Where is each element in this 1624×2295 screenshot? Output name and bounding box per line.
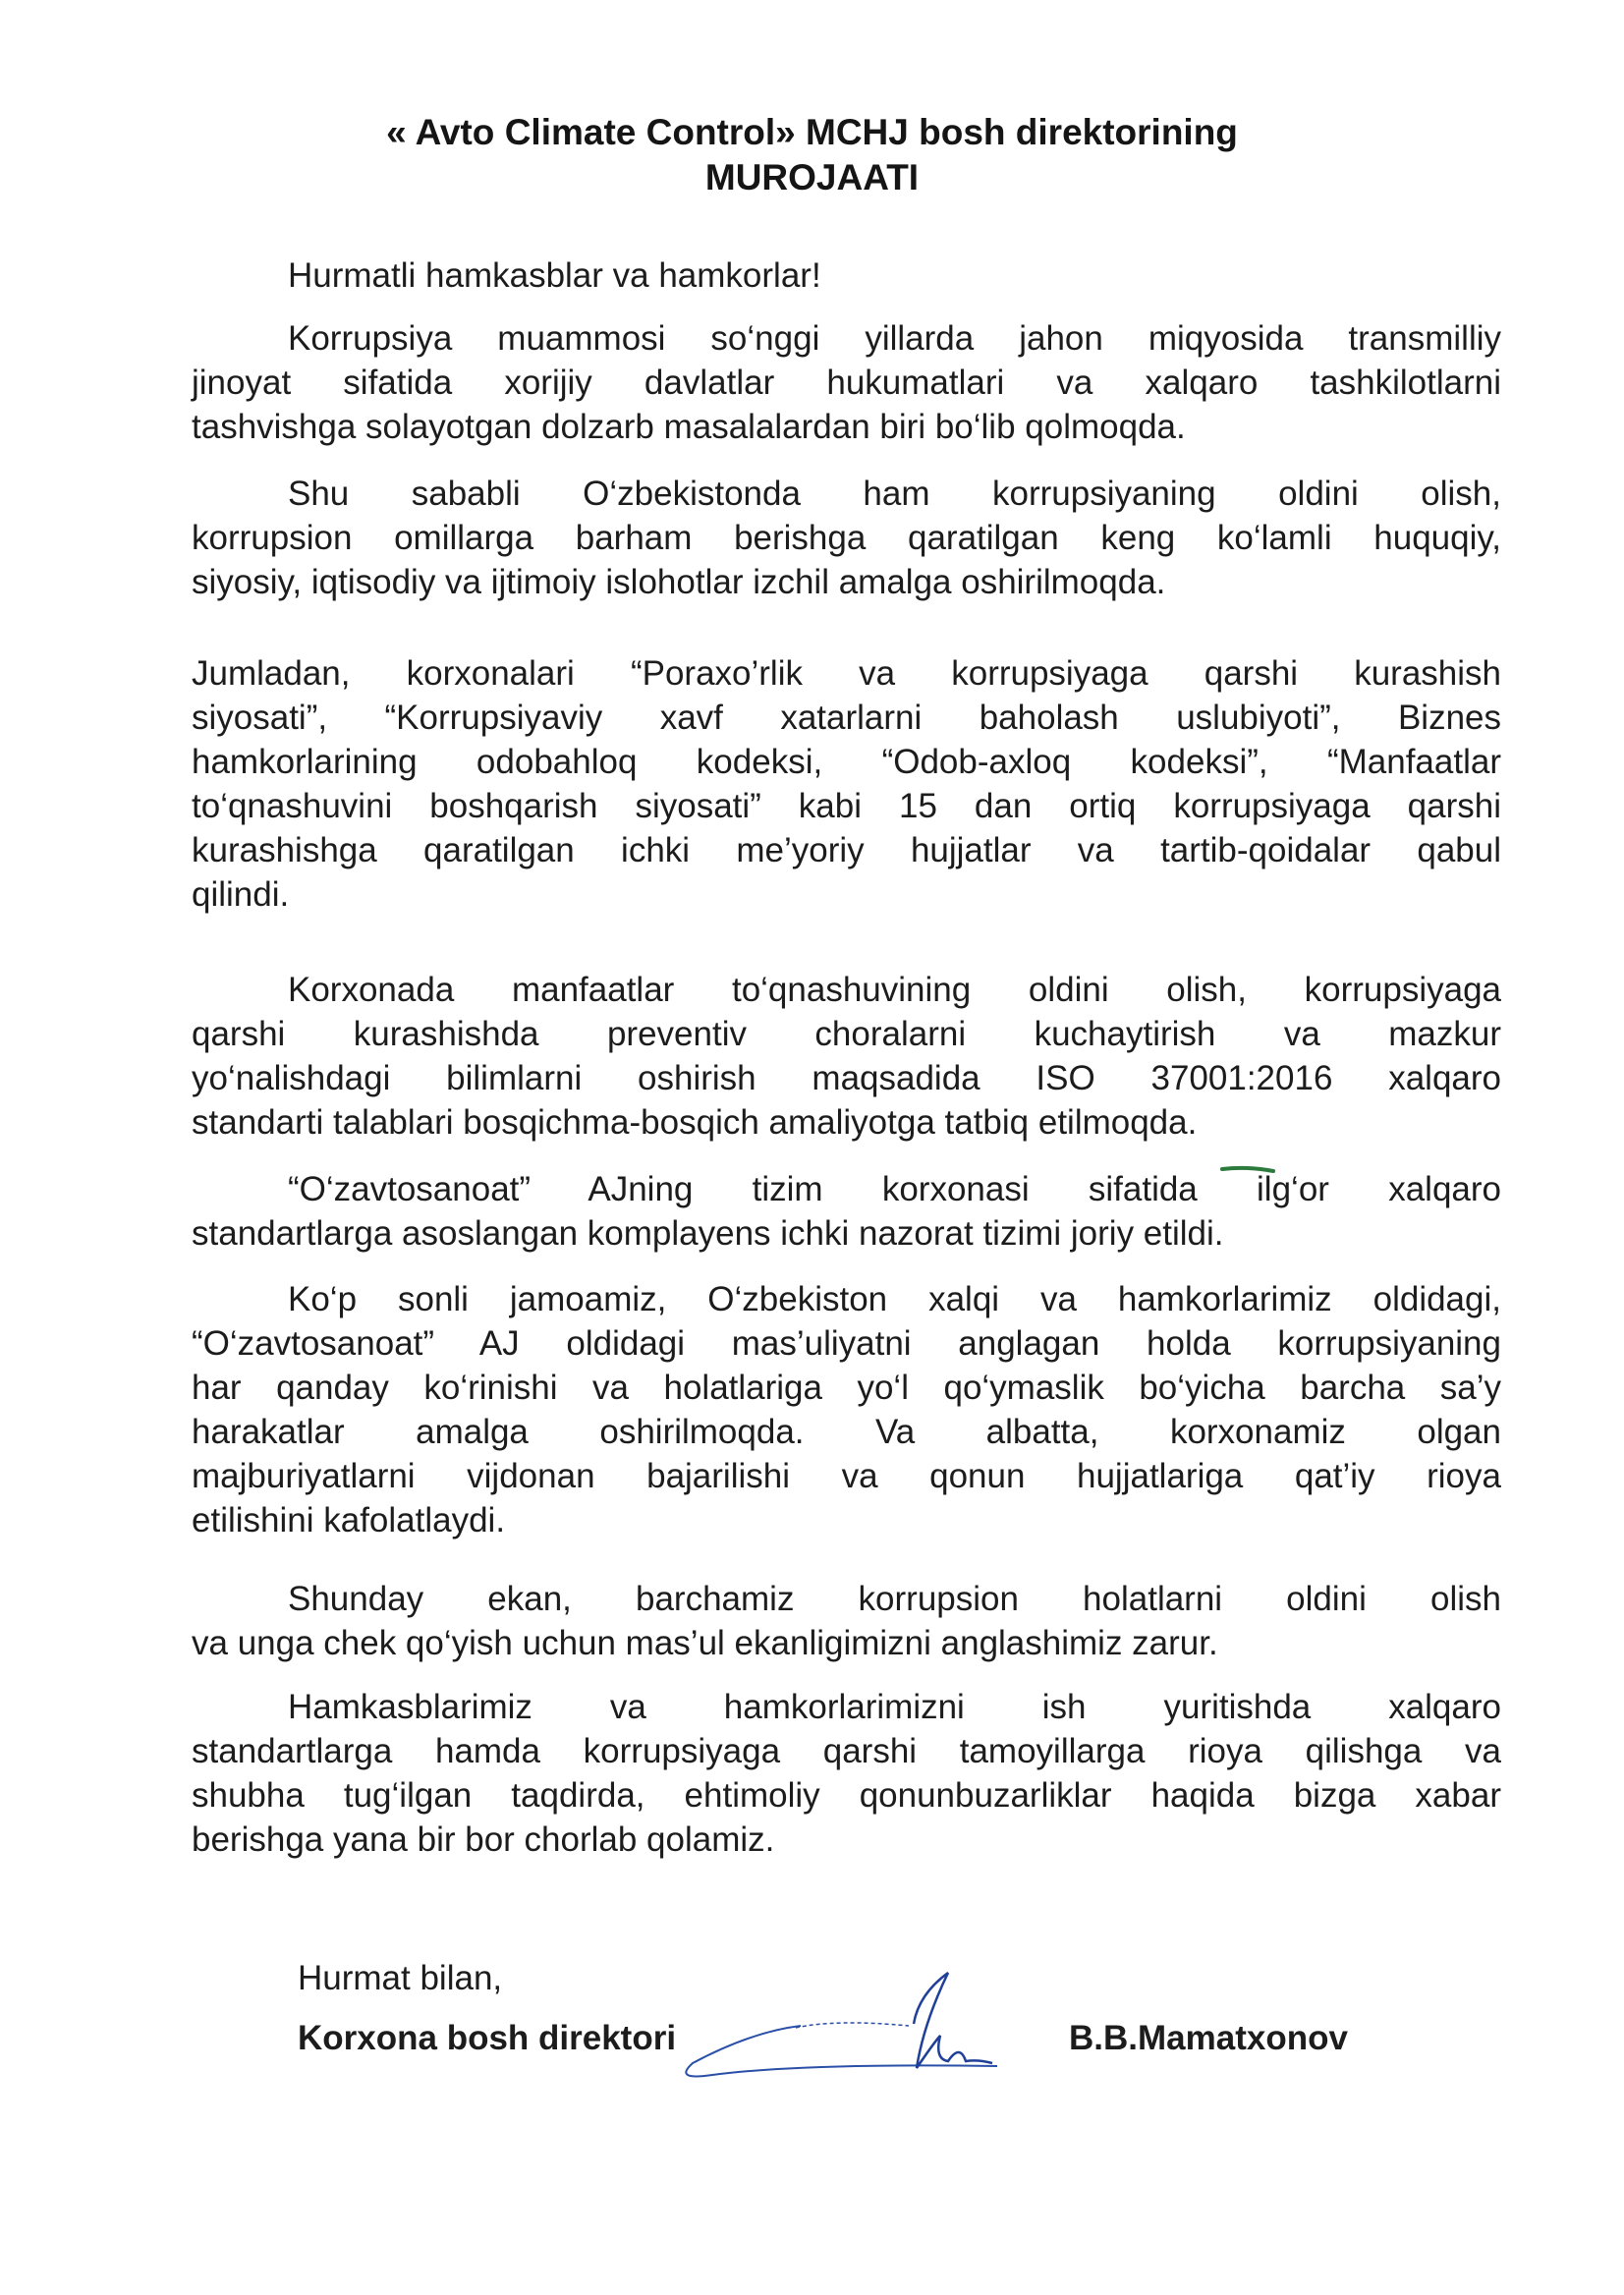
- letter-title: [0, 110, 1624, 200]
- closing-regards: Hurmat bilan,: [298, 1959, 503, 1997]
- paragraph-line: siyosati”, “Korrupsiyaviy xavf xatarlarni baholash uslubiyoti”, Biznes: [192, 699, 1501, 737]
- paragraph-line: Korxonada manfaatlar to‘qnashuvining oldini olish, korrupsiyaga: [288, 971, 1501, 1009]
- paragraph-line: Jumladan, korxonalari “Poraxo’rlik va korrupsiyaga qarshi kurashish: [192, 654, 1501, 693]
- paragraph-line: kurashishga qaratilgan ichki me’yoriy hujjatlar va tartib-qoidalar qabul: [192, 831, 1501, 869]
- title-line-2: MUROJAATI: [704, 157, 920, 197]
- paragraph-line: va unga chek qo‘yish uchun mas’ul ekanligimizni anglashimiz zarur.: [192, 1624, 1218, 1662]
- paragraph-line: Korrupsiya muammosi so‘nggi yillarda jahon miqyosida transmilliy: [288, 319, 1501, 358]
- paragraph-line: “O‘zavtosanoat” AJ oldidagi mas’uliyatni anglagan holda korrupsiyaning: [192, 1324, 1501, 1363]
- paragraph-6: [192, 1277, 1501, 1542]
- paragraph-line: standarti talablari bosqichma-bosqich amaliyotga tatbiq etilmoqda.: [192, 1103, 1198, 1142]
- paragraph-line: etilishini kafolatlaydi.: [192, 1501, 506, 1539]
- greeting-text: Hurmatli hamkasblar va hamkorlar!: [288, 256, 821, 295]
- greeting: [192, 253, 1501, 298]
- paragraph-5: [192, 1167, 1501, 1256]
- handwritten-signature: [653, 1965, 1027, 2093]
- paragraph-line: qarshi kurashishda preventiv choralarni kuchaytirish va mazkur: [192, 1015, 1501, 1053]
- paragraph-line: standartlarga hamda korrupsiyaga qarshi tamoyillarga rioya qilishga va: [192, 1732, 1501, 1770]
- paragraph-2: [192, 472, 1501, 604]
- paragraph-8: [192, 1685, 1501, 1862]
- paragraph-line: tashvishga solayotgan dolzarb masalalardan biri bo‘lib qolmoqda.: [192, 408, 1186, 446]
- title-line-1: « Avto Climate Control» MCHJ bosh direktorining: [386, 112, 1238, 152]
- paragraph-line: to‘qnashuvini boshqarish siyosati” kabi 15 dan ortiq korrupsiyaga qarshi: [192, 787, 1501, 825]
- paragraph-1: [192, 316, 1501, 449]
- signatory-name: B.B.Mamatxonov: [1069, 2019, 1348, 2057]
- paragraph-line: qilindi.: [192, 875, 290, 914]
- paragraph-line: hamkorlarining odobahloq kodeksi, “Odob-axloq kodeksi”, “Manfaatlar: [192, 743, 1501, 781]
- paragraph-line: berishga yana bir bor chorlab qolamiz.: [192, 1820, 775, 1859]
- paragraph-line: Hamkasblarimiz va hamkorlarimizni ish yuritishda xalqaro: [288, 1688, 1501, 1726]
- paragraph-4: [192, 968, 1501, 1145]
- signatory-position: Korxona bosh direktori: [298, 2019, 677, 2057]
- paragraph-line: “O‘zavtosanoat” AJning tizim korxonasi sifatida ilg‘or xalqaro: [288, 1170, 1501, 1208]
- paragraph-line: harakatlar amalga oshirilmoqda. Va albatta, korxonamiz olgan: [192, 1413, 1501, 1451]
- paragraph-line: Shu sababli O‘zbekistonda ham korrupsiyaning oldini olish,: [288, 475, 1501, 513]
- paragraph-line: majburiyatlarni vijdonan bajarilishi va qonun hujjatlariga qat’iy rioya: [192, 1457, 1501, 1495]
- paragraph-line: shubha tug‘ilgan taqdirda, ehtimoliy qonunbuzarliklar haqida bizga xabar: [192, 1776, 1501, 1815]
- paragraph-line: Ko‘p sonli jamoamiz, O‘zbekiston xalqi va hamkorlarimiz oldidagi,: [288, 1280, 1501, 1318]
- paragraph-7: [192, 1577, 1501, 1665]
- paragraph-line: har qanday ko‘rinishi va holatlariga yo‘l qo‘ymaslik bo‘yicha barcha sa’y: [192, 1369, 1501, 1407]
- paragraph-line: standartlarga asoslangan komplayens ichki nazorat tizimi joriy etildi.: [192, 1214, 1224, 1253]
- paragraph-3: [192, 651, 1501, 917]
- paragraph-line: siyosiy, iqtisodiy va ijtimoiy islohotlar izchil amalga oshirilmoqda.: [192, 563, 1166, 601]
- paragraph-line: Shunday ekan, barchamiz korrupsion holatlarni oldini olish: [288, 1580, 1501, 1618]
- paragraph-line: korrupsion omillarga barham berishga qaratilgan keng ko‘lamli huquqiy,: [192, 519, 1501, 557]
- paragraph-line: yo‘nalishdagi bilimlarni oshirish maqsadida ISO 37001:2016 xalqaro: [192, 1059, 1501, 1097]
- ink-mark: [1218, 1162, 1287, 1176]
- paragraph-line: jinoyat sifatida xorijiy davlatlar hukumatlari va xalqaro tashkilotlarni: [192, 364, 1501, 402]
